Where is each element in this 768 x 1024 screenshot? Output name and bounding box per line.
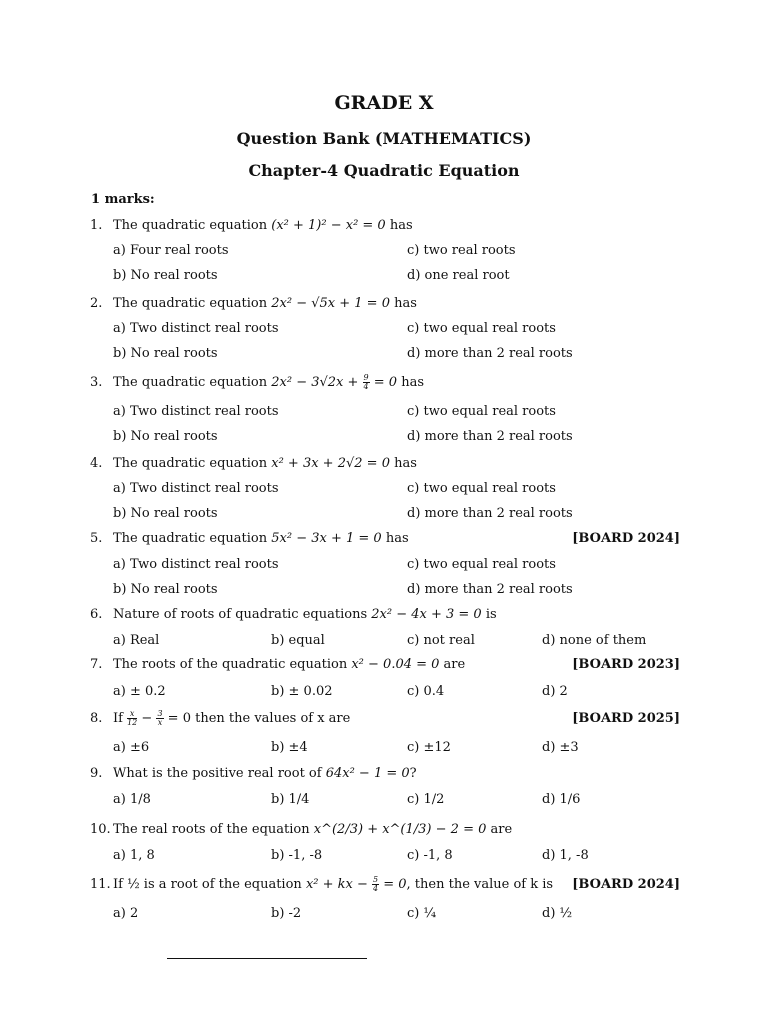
option-a: a) Two distinct real roots [113, 481, 279, 496]
option-b: b) No real roots [113, 582, 218, 597]
option-c: c) not real [407, 633, 475, 648]
option-d: d) 1, -8 [542, 848, 589, 863]
fraction: $\frac{9}{4}$ [363, 373, 369, 391]
option-a: a) ±6 [113, 740, 150, 755]
option-b: b) -2 [271, 906, 302, 921]
option-b: b) ±4 [271, 740, 308, 755]
option-d: d) one real root [407, 268, 510, 283]
option-a: a) Two distinct real roots [113, 321, 279, 336]
option-c: c) two real roots [407, 243, 516, 258]
option-c: c) 0.4 [407, 684, 445, 699]
option-b: b) No real roots [113, 429, 218, 444]
option-d: d) ½ [542, 906, 573, 921]
option-d: d) none of them [542, 633, 647, 648]
option-d: d) more than 2 real roots [407, 429, 573, 444]
option-d: d) more than 2 real roots [407, 506, 573, 521]
option-a: a) Two distinct real roots [113, 557, 279, 572]
section-heading: 1 marks: [91, 192, 155, 207]
board-tag: [BOARD 2024] [572, 531, 680, 546]
option-b: b) equal [271, 633, 325, 648]
question-8: 8. If $\frac{x}{12}$ − $\frac{3}{x}$ = 0 then the values of x are [BOARD 2025] [90, 709, 680, 727]
question-3: 3. The quadratic equation 2x² − 3√2x + $\frac{9}{4}$ = 0 has [90, 373, 425, 391]
subject-title: Question Bank (MATHEMATICS) [236, 129, 532, 148]
question-6: 6. Nature of roots of quadratic equations 2x² − 4x + 3 = 0 is [90, 607, 497, 622]
option-a: a) 1, 8 [113, 848, 155, 863]
chapter-title: Chapter-4 Quadratic Equation [248, 161, 520, 180]
board-tag: [BOARD 2025] [572, 711, 680, 726]
option-b: b) No real roots [113, 506, 218, 521]
option-a: a) Two distinct real roots [113, 404, 279, 419]
fraction: $\frac{x}{12}$ [127, 709, 138, 727]
board-tag: [BOARD 2023] [572, 657, 680, 672]
question-10: 10. The real roots of the equation x^(2/3) + x^(1/3) − 2 = 0 are [90, 822, 513, 837]
grade-title: GRADE X [334, 92, 434, 114]
fraction: $\frac{5}{4}$ [373, 875, 379, 893]
option-c: c) 1/2 [407, 792, 445, 807]
question-1: 1. The quadratic equation (x² + 1)² − x² = 0 has [90, 218, 413, 233]
question-9: 9. What is the positive real root of 64x² − 1 = 0? [90, 766, 417, 781]
board-tag: [BOARD 2024] [572, 877, 680, 892]
option-b: b) ± 0.02 [271, 684, 333, 699]
question-11: 11. If ½ is a root of the equation x² + kx − $\frac{5}{4}$ = 0, then the value of k is [BOARD 2024] [90, 875, 680, 893]
option-b: b) -1, -8 [271, 848, 323, 863]
option-b: b) 1/4 [271, 792, 310, 807]
option-d: d) 1/6 [542, 792, 581, 807]
question-7: 7. The roots of the quadratic equation x² − 0.04 = 0 are [BOARD 2023] [90, 657, 680, 672]
option-d: d) ±3 [542, 740, 579, 755]
option-c: c) two equal real roots [407, 481, 556, 496]
option-c: c) -1, 8 [407, 848, 453, 863]
option-a: a) 2 [113, 906, 139, 921]
footer-rule [167, 958, 367, 959]
question-4: 4. The quadratic equation x² + 3x + 2√2 = 0 has [90, 456, 417, 471]
option-a: a) 1/8 [113, 792, 151, 807]
question-5: 5. The quadratic equation 5x² − 3x + 1 = 0 has [BOARD 2024] [90, 531, 680, 546]
option-c: c) two equal real roots [407, 404, 556, 419]
option-d: d) more than 2 real roots [407, 346, 573, 361]
option-c: c) ±12 [407, 740, 451, 755]
question-2: 2. The quadratic equation 2x² − √5x + 1 = 0 has [90, 296, 417, 311]
option-a: a) ± 0.2 [113, 684, 166, 699]
option-c: c) ¼ [407, 906, 437, 921]
option-d: d) more than 2 real roots [407, 582, 573, 597]
option-a: a) Four real roots [113, 243, 229, 258]
fraction: $\frac{3}{x}$ [157, 709, 163, 727]
option-a: a) Real [113, 633, 160, 648]
option-c: c) two equal real roots [407, 321, 556, 336]
option-c: c) two equal real roots [407, 557, 556, 572]
option-b: b) No real roots [113, 268, 218, 283]
option-d: d) 2 [542, 684, 568, 699]
option-b: b) No real roots [113, 346, 218, 361]
